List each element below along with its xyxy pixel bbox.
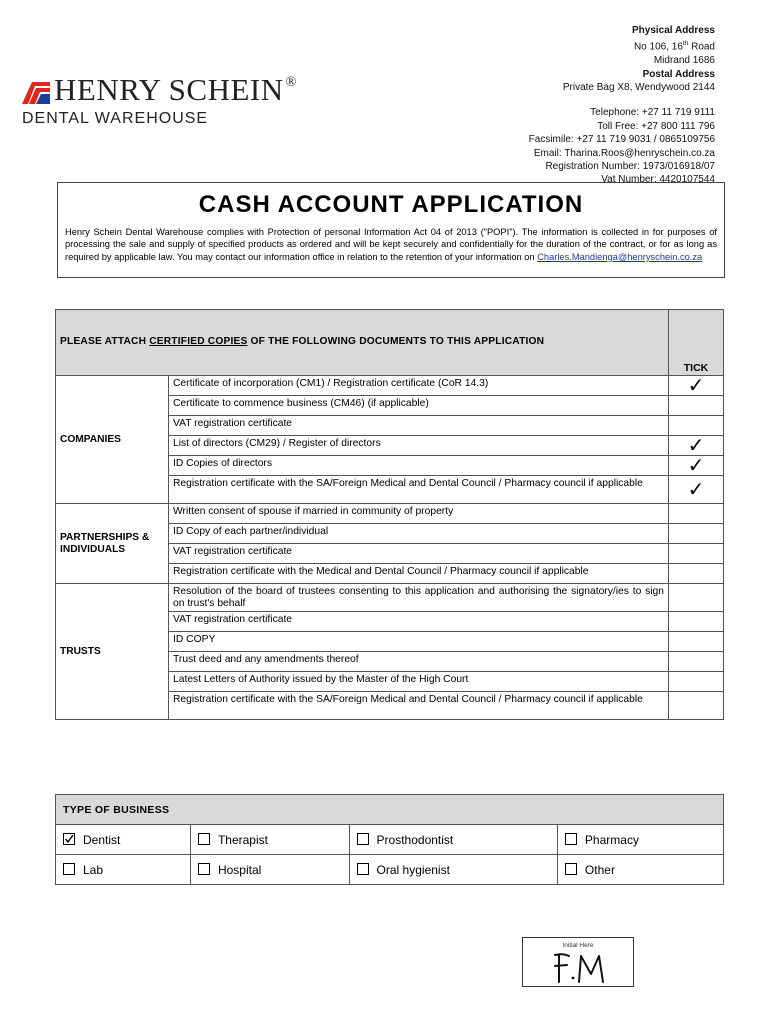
form-title: CASH ACCOUNT APPLICATION — [198, 191, 584, 218]
toll-free: Toll Free: +27 800 111 796 — [597, 120, 715, 132]
tick-cell[interactable] — [669, 396, 724, 416]
document-item: Registration certificate with the SA/Foreign Medical and Dental Council / Pharmacy council if applicable — [169, 692, 669, 720]
document-item: Latest Letters of Authority issued by the Master of the High Court — [169, 672, 669, 692]
document-item: List of directors (CM29) / Register of directors — [169, 436, 669, 456]
business-type-table — [55, 794, 724, 885]
checkbox-icon[interactable] — [198, 863, 210, 875]
checkbox-icon[interactable] — [63, 863, 75, 875]
business-option-therapist[interactable] — [190, 825, 349, 855]
checkmark-icon: ✓ — [687, 434, 705, 457]
address-block — [529, 24, 715, 187]
tick-cell[interactable] — [669, 672, 724, 692]
tick-column-header: TICK — [669, 310, 724, 376]
facsimile: Facsimile: +27 11 719 9031 / 0865109756 — [528, 134, 715, 146]
postal-address-line: Private Bag X8, Wendywood 2144 — [562, 81, 715, 93]
documents-header-row — [56, 310, 724, 376]
tick-cell[interactable] — [669, 632, 724, 652]
document-item: VAT registration certificate — [169, 544, 669, 564]
trusts-label: TRUSTS — [56, 584, 169, 720]
company-division: DENTAL WAREHOUSE — [22, 110, 209, 127]
checkbox-icon[interactable] — [198, 833, 210, 845]
henry-schein-star-icon — [20, 78, 50, 106]
business-option-label: Dentist — [83, 832, 121, 847]
business-option-label: Other — [584, 862, 615, 877]
partnerships-label: PARTNERSHIPS & INDIVIDUALS — [56, 504, 169, 584]
document-item: Registration certificate with the SA/Foreign Medical and Dental Council / Pharmacy council if applicable — [169, 476, 669, 504]
email[interactable]: Email: Tharina.Roos@henryschein.co.za — [533, 147, 715, 159]
document-item: ID Copy of each partner/individual — [169, 524, 669, 544]
companies-label: COMPANIES — [56, 376, 169, 504]
document-row — [56, 584, 724, 612]
document-item: VAT registration certificate — [169, 416, 669, 436]
checkbox-icon[interactable] — [357, 833, 369, 845]
checkmark-icon: ✓ — [687, 454, 705, 477]
checked-checkbox-icon[interactable] — [63, 833, 75, 845]
tick-cell[interactable] — [669, 416, 724, 436]
business-option-oral-hygienist[interactable] — [349, 855, 557, 885]
physical-address-line1: No 106, 16th Road — [633, 40, 715, 53]
tick-cell[interactable] — [669, 612, 724, 632]
tick-cell[interactable] — [669, 584, 724, 612]
business-options-row — [56, 855, 724, 885]
document-item: Trust deed and any amendments thereof — [169, 652, 669, 672]
trusts-section — [56, 584, 724, 720]
tick-cell[interactable] — [669, 376, 724, 396]
business-type-header-row — [56, 795, 724, 825]
tick-cell[interactable] — [669, 456, 724, 476]
popi-contact-email[interactable]: Charles.Mandienga@henryschein.co.za — [537, 251, 703, 262]
popi-notice: Henry Schein Dental Warehouse complies with Protection of personal Information Act 04 of 2013 ("POPI"). The information is collected in for purposes of processing the sale and supply of specified products as ordered and will be kept securely and confidentially for the duration of the contract, or for as long as required by applicable law. You may contact our information office in relation to the retention of your information on Charles.Mandienga@henryschein.co.za — [65, 227, 717, 262]
document-item: VAT registration certificate — [169, 612, 669, 632]
document-item: Resolution of the board of trustees consenting to this application and authorising the signatory/ies to sign on trust's behalf — [169, 584, 669, 612]
business-option-other[interactable] — [557, 855, 723, 885]
business-option-prosthodontist[interactable] — [349, 825, 557, 855]
tick-cell[interactable] — [669, 544, 724, 564]
document-row — [56, 376, 724, 396]
company-logo — [20, 72, 340, 132]
document-item: ID Copies of directors — [169, 456, 669, 476]
document-item: Written consent of spouse if married in community of property — [169, 504, 669, 524]
document-item: Registration certificate with the Medical and Dental Council / Pharmacy council if applicable — [169, 564, 669, 584]
company-name: HENRY SCHEIN ® — [54, 72, 297, 107]
vat-number: Vat Number: 4420107544 — [601, 174, 715, 186]
business-option-label: Oral hygienist — [376, 862, 450, 877]
checkmark-icon: ✓ — [687, 374, 705, 397]
physical-address-line2: Midrand 1686 — [653, 55, 715, 67]
business-option-pharmacy[interactable] — [557, 825, 723, 855]
initial-signature — [553, 952, 607, 984]
tick-cell[interactable] — [669, 476, 724, 504]
companies-section — [56, 376, 724, 504]
registration-number: Registration Number: 1973/016918/07 — [545, 160, 715, 172]
initial-label: Initial Here — [562, 942, 594, 949]
title-box — [57, 182, 725, 278]
business-option-label: Prosthodontist — [376, 832, 454, 847]
tick-cell[interactable] — [669, 524, 724, 544]
physical-address-label: Physical Address — [631, 25, 715, 36]
business-option-label: Lab — [83, 862, 104, 877]
tick-cell[interactable] — [669, 692, 724, 720]
partnerships-section — [56, 504, 724, 584]
business-options-row — [56, 825, 724, 855]
telephone: Telephone: +27 11 719 9111 — [590, 107, 715, 119]
business-option-label: Therapist — [217, 832, 268, 847]
checkbox-icon[interactable] — [357, 863, 369, 875]
tick-cell[interactable] — [669, 504, 724, 524]
document-item: Certificate of incorporation (CM1) / Registration certificate (CoR 14.3) — [169, 376, 669, 396]
document-row — [56, 504, 724, 524]
business-option-hospital[interactable] — [190, 855, 349, 885]
tick-cell[interactable] — [669, 436, 724, 456]
initial-box[interactable] — [522, 937, 634, 987]
documents-table — [55, 309, 724, 720]
business-option-dentist[interactable] — [56, 825, 191, 855]
checkbox-icon[interactable] — [565, 863, 577, 875]
checkbox-icon[interactable] — [565, 833, 577, 845]
business-option-label: Hospital — [217, 862, 262, 877]
document-item: Certificate to commence business (CM46) (if applicable) — [169, 396, 669, 416]
business-option-label: Pharmacy — [584, 832, 639, 847]
tick-cell[interactable] — [669, 652, 724, 672]
checkmark-icon: ✓ — [687, 478, 705, 501]
business-type-header: TYPE OF BUSINESS — [56, 795, 724, 825]
tick-cell[interactable] — [669, 564, 724, 584]
document-item: ID COPY — [169, 632, 669, 652]
postal-address-label: Postal Address — [642, 68, 715, 80]
documents-header: PLEASE ATTACH CERTIFIED COPIES OF THE FOLLOWING DOCUMENTS TO THIS APPLICATION — [56, 310, 669, 376]
business-option-lab[interactable] — [56, 855, 191, 885]
